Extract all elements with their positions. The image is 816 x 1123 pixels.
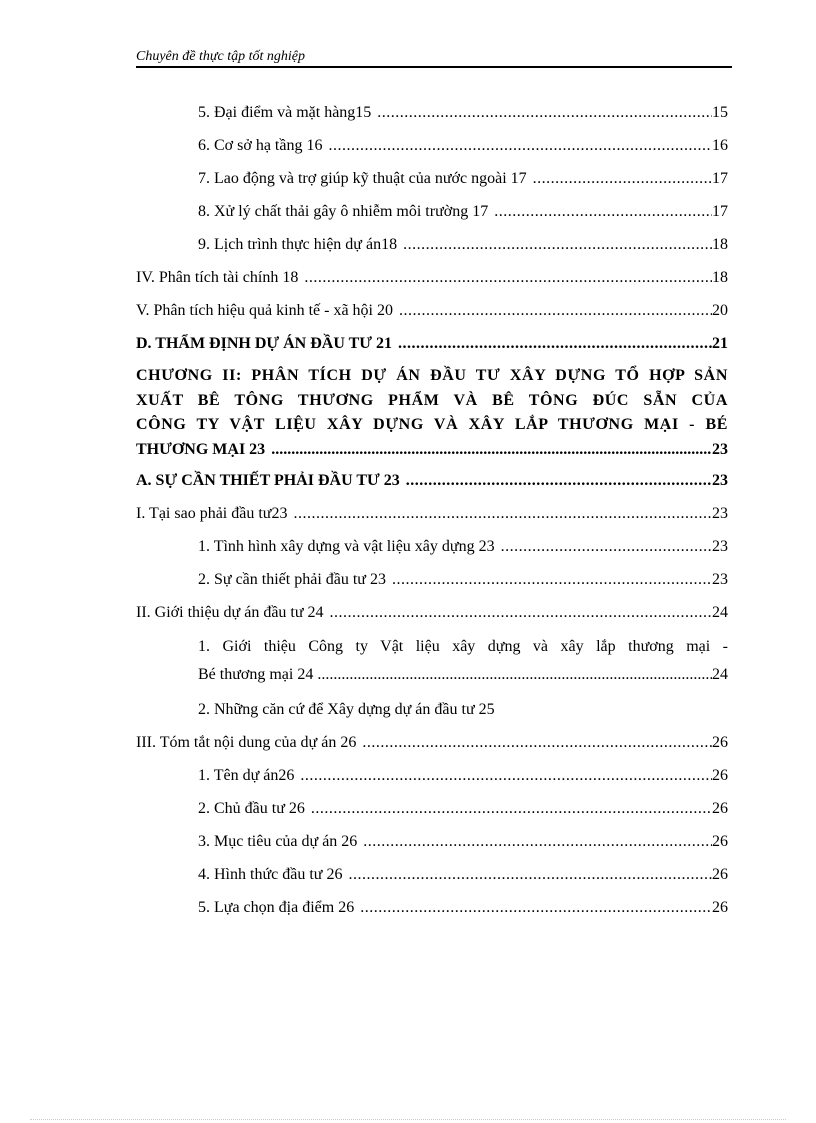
toc-page-number: 23	[712, 571, 728, 588]
toc-entry-text: 4. Hình thức đầu tư 26	[198, 866, 343, 883]
dot-leader	[363, 825, 712, 858]
toc-page-number: 18	[712, 236, 728, 253]
toc-page-number: 26	[712, 899, 728, 916]
dot-leader	[317, 661, 712, 689]
chapter-line: CÔNG TY VẬT LIỆU XÂY DỰNG VÀ XÂY LẮP THƯƠNG MẠI - BÉ	[136, 416, 728, 433]
toc-entry-text: 8. Xử lý chất thải gây ô nhiễm môi trường 17	[198, 203, 489, 220]
toc-page-number: 15	[712, 104, 728, 121]
dot-leader	[392, 563, 712, 596]
toc-entry-text: 7. Lao động và trợ giúp kỹ thuật của nước ngoài 17	[198, 170, 527, 187]
toc-page-number: 20	[712, 302, 728, 319]
toc-entry[interactable]	[136, 195, 728, 228]
toc-entry-text: 6. Cơ sở hạ tầng 16	[198, 137, 323, 154]
toc-entry[interactable]	[136, 693, 728, 726]
toc-entry[interactable]	[136, 596, 728, 629]
dot-leader	[377, 96, 712, 129]
dot-leader	[300, 759, 712, 792]
toc-page-number: 17	[712, 170, 728, 187]
toc-entry-text: 1. Tình hình xây dựng và vật liệu xây dựng 23	[198, 538, 495, 555]
toc-entry-text: Bé thương mại 24	[198, 666, 314, 683]
dot-leader	[304, 261, 712, 294]
toc-entry-text: 5. Lựa chọn địa điểm 26	[198, 899, 355, 916]
toc-section-d[interactable]	[136, 327, 728, 360]
dot-leader	[293, 497, 712, 530]
toc-entry-text: 5. Đại điểm và mặt hàng15	[198, 104, 372, 121]
toc-page-number: 26	[712, 767, 728, 784]
dot-leader	[399, 294, 712, 327]
toc-entry-text: 9. Lịch trình thực hiện dự án18	[198, 236, 398, 253]
toc-page-number: 26	[712, 800, 728, 817]
toc-page-number: 17	[712, 203, 728, 220]
toc-entry[interactable]	[136, 563, 728, 596]
toc-entry-text: I. Tại sao phải đầu tư23	[136, 505, 288, 522]
toc-entry[interactable]	[136, 261, 728, 294]
toc-entry[interactable]	[136, 530, 728, 563]
dot-leader	[330, 596, 712, 629]
toc-section-a[interactable]	[136, 464, 728, 497]
toc-entry[interactable]	[136, 825, 728, 858]
toc-entry[interactable]	[136, 497, 728, 530]
dot-leader	[328, 129, 712, 162]
toc-entry[interactable]	[136, 759, 728, 792]
dot-leader	[360, 891, 712, 924]
toc-entry[interactable]	[136, 294, 728, 327]
toc-entry-text: 2. Những căn cứ để Xây dựng dự án đầu tư 25	[198, 701, 495, 718]
toc-chapter-heading[interactable]	[136, 360, 728, 464]
toc-entry-text: 1. Giới thiệu Công ty Vật liệu xây dựng và xây lắp thương mại -	[198, 638, 728, 655]
toc-entry-text: IV. Phân tích tài chính 18	[136, 269, 299, 286]
toc-page-number: 18	[712, 269, 728, 286]
toc-entry-text: V. Phân tích hiệu quả kinh tế - xã hội 20	[136, 302, 393, 319]
table-of-contents	[136, 96, 728, 924]
dot-leader	[406, 464, 712, 497]
toc-entry-text: A. SỰ CẦN THIẾT PHẢI ĐẦU TƯ 23	[136, 472, 400, 489]
dot-leader	[501, 530, 712, 563]
toc-page-number: 16	[712, 137, 728, 154]
toc-page-number: 23	[712, 538, 728, 555]
dot-leader	[398, 327, 712, 360]
dot-leader	[403, 228, 712, 261]
chapter-line: CHƯƠNG II: PHÂN TÍCH DỰ ÁN ĐẦU TƯ XÂY DỰNG TỔ HỢP SẢN	[136, 367, 728, 384]
toc-entry-text: III. Tóm tắt nội dung của dự án 26	[136, 734, 357, 751]
chapter-line: XUẤT BÊ TÔNG THƯƠNG PHẨM VÀ BÊ TÔNG ĐÚC SẴN CỦA	[136, 391, 728, 409]
dot-leader	[311, 792, 712, 825]
toc-entry-second-line	[198, 661, 728, 689]
toc-entry[interactable]	[136, 858, 728, 891]
toc-entry[interactable]	[136, 228, 728, 261]
toc-entry-text: 3. Mục tiêu của dự án 26	[198, 833, 358, 850]
toc-entry[interactable]	[136, 726, 728, 759]
toc-entry[interactable]	[136, 162, 728, 195]
chapter-last-line	[136, 438, 728, 463]
toc-entry-text: II. Giới thiệu dự án đầu tư 24	[136, 604, 324, 621]
toc-page-number: 21	[712, 335, 728, 352]
toc-page-number: 26	[712, 866, 728, 883]
dot-leader	[494, 195, 712, 228]
dot-leader	[271, 438, 712, 463]
dot-leader	[362, 726, 712, 759]
toc-entry-text: 2. Sự cần thiết phải đầu tư 23	[198, 571, 386, 588]
toc-page-number: 24	[712, 604, 728, 621]
page-bottom-divider	[30, 1119, 786, 1120]
toc-entry-wrapped[interactable]	[136, 629, 728, 693]
toc-entry[interactable]	[136, 792, 728, 825]
toc-entry[interactable]	[136, 891, 728, 924]
toc-entry-text: 2. Chủ đầu tư 26	[198, 800, 305, 817]
toc-entry-text: 1. Tên dự án26	[198, 767, 295, 784]
toc-entry[interactable]	[136, 129, 728, 162]
toc-page-number: 26	[712, 734, 728, 751]
toc-entry-text: D. THẨM ĐỊNH DỰ ÁN ĐẦU TƯ 21	[136, 335, 392, 352]
header-title: Chuyên đề thực tập tốt nghiệp	[136, 49, 305, 64]
toc-page-number: 24	[712, 666, 728, 683]
dot-leader	[533, 162, 712, 195]
chapter-line: THƯƠNG MẠI 23	[136, 440, 266, 458]
toc-page-number: 26	[712, 833, 728, 850]
toc-page-number: 23	[712, 472, 728, 489]
toc-page-number: 23	[712, 505, 728, 522]
dot-leader	[348, 858, 712, 891]
toc-entry[interactable]	[136, 96, 728, 129]
toc-page-number: 23	[712, 440, 728, 458]
page-header	[136, 48, 732, 68]
